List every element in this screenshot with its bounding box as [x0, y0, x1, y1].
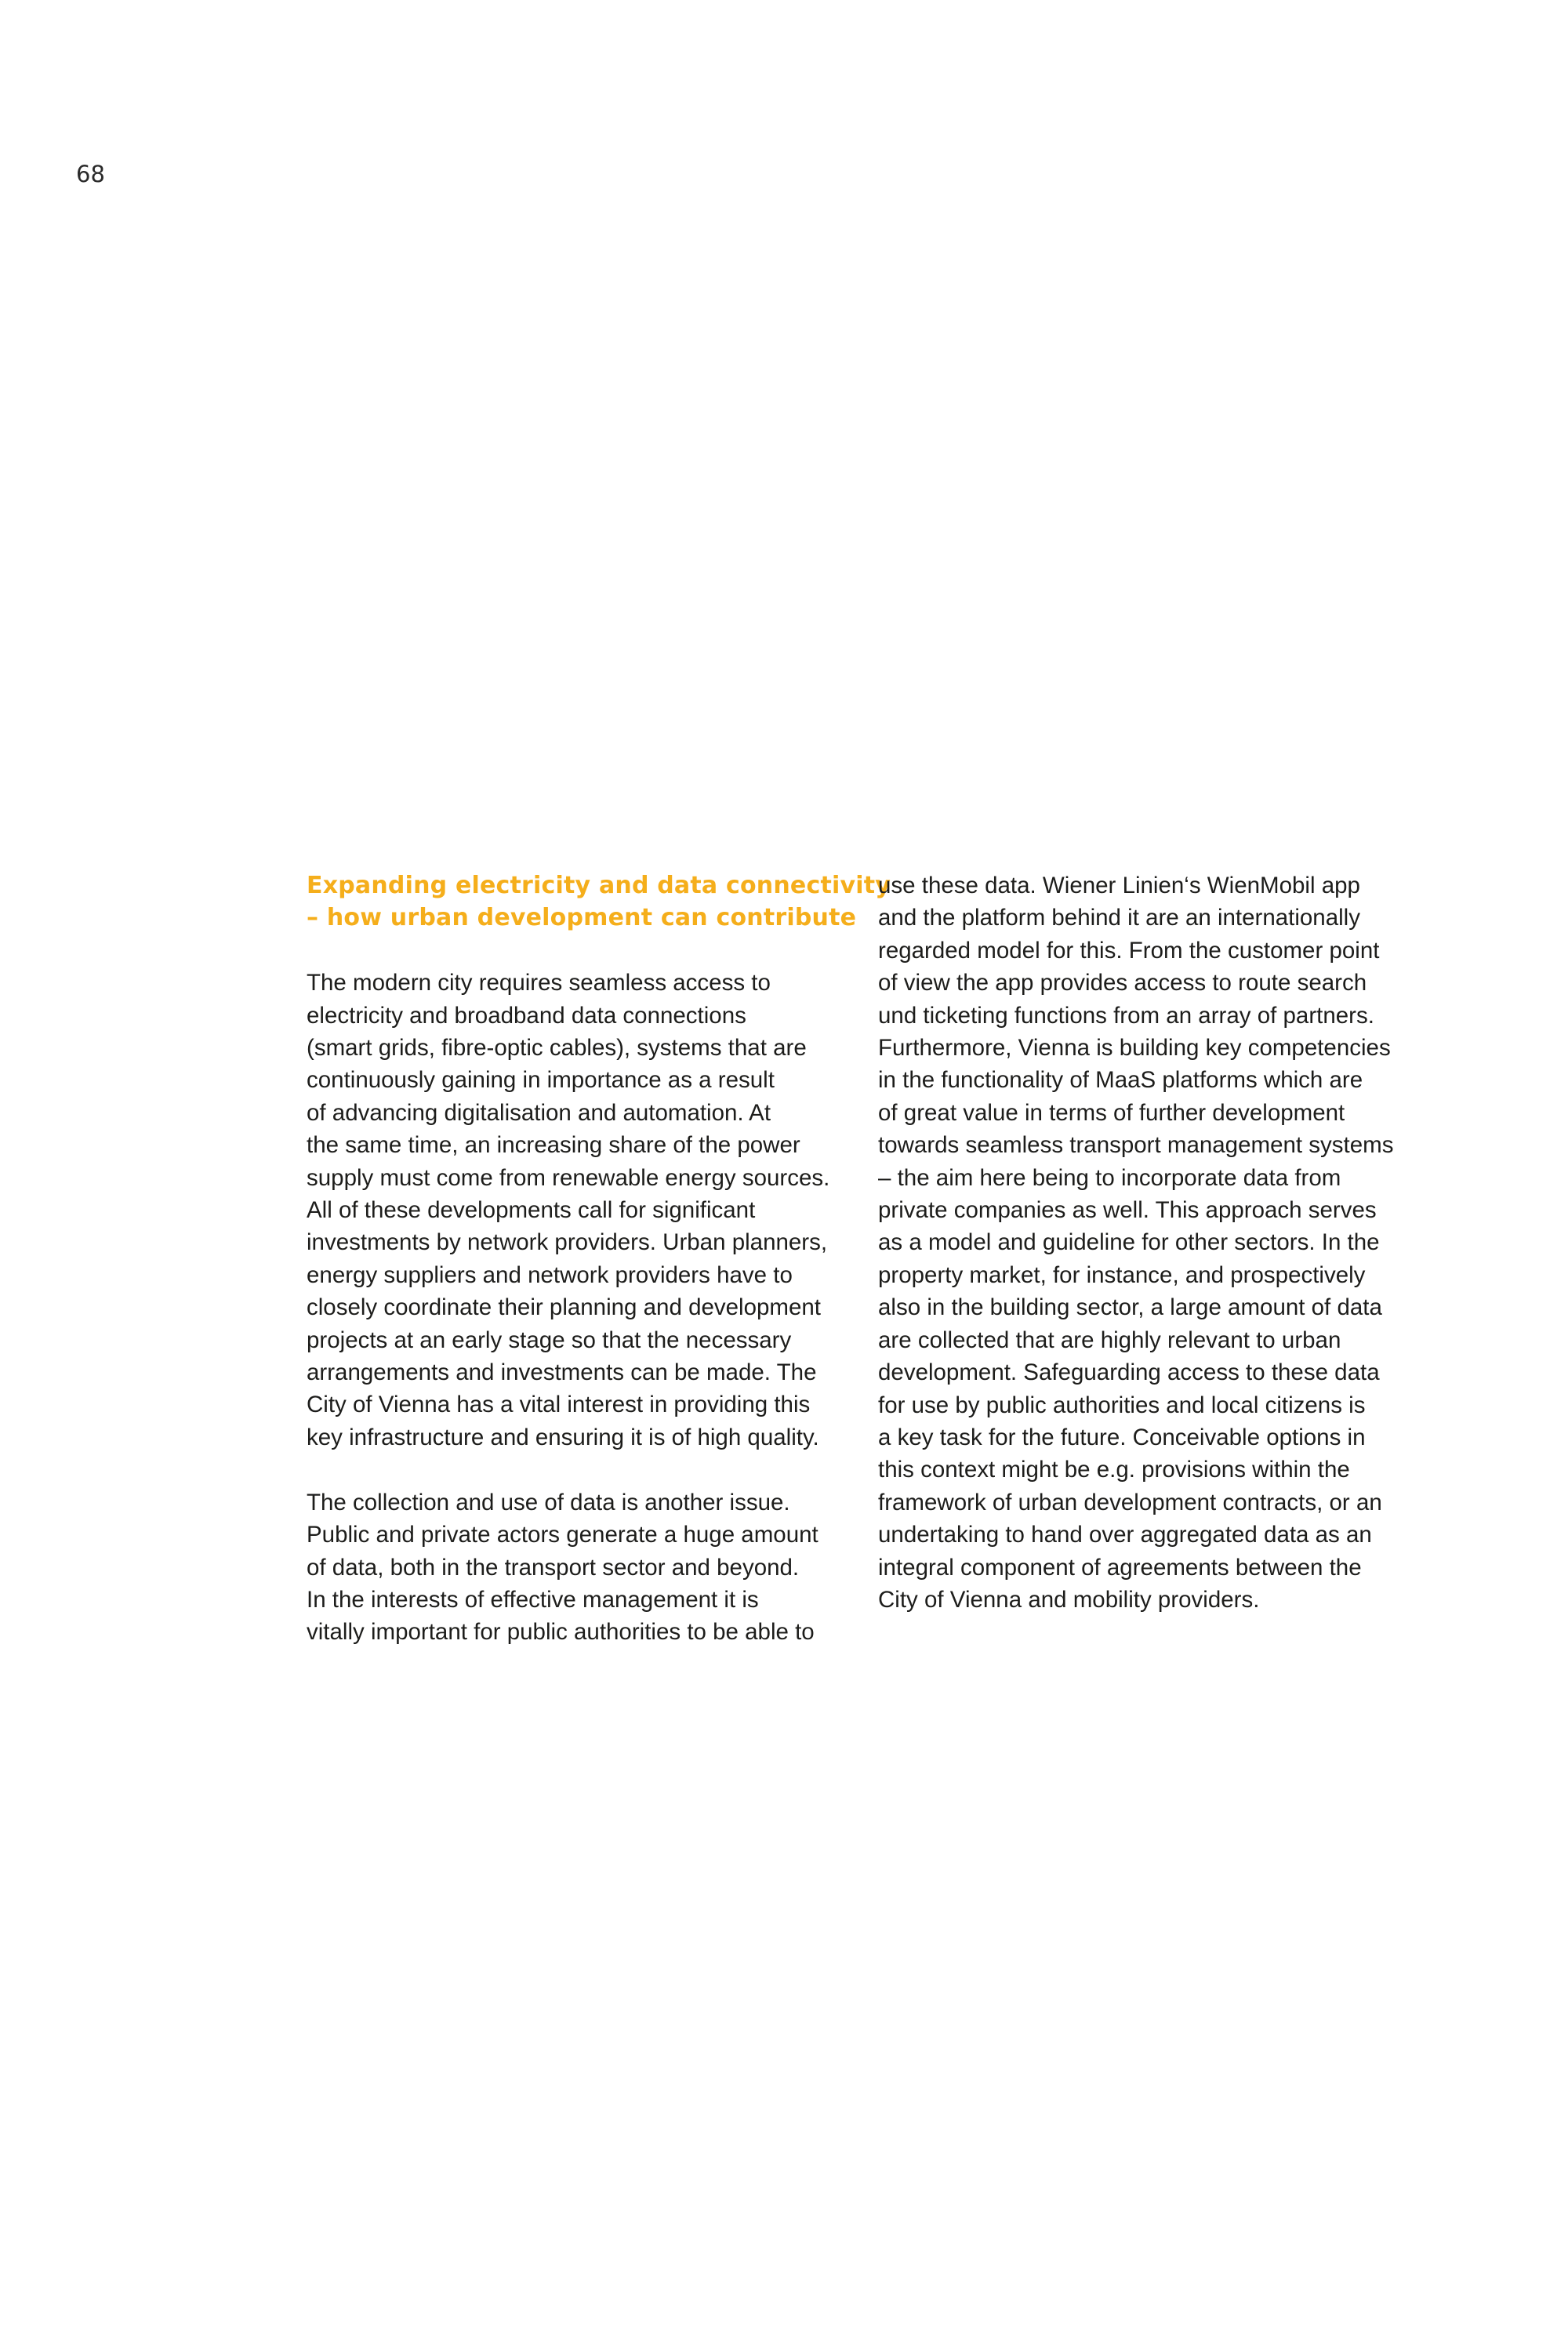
text-line: The modern city requires seamless access to: [307, 970, 771, 996]
paragraph-electricity: [307, 967, 855, 1454]
text-line: In the interests of effective management it is: [307, 1586, 759, 1613]
text-line: projects at an early stage so that the necessary: [307, 1327, 792, 1353]
text-line: for use by public authorities and local citizens is: [878, 1392, 1366, 1418]
text-line: integral component of agreements between the: [878, 1554, 1362, 1581]
text-line: private companies as well. This approach serves: [878, 1197, 1377, 1224]
text-line: continuously gaining in importance as a result: [307, 1067, 775, 1094]
paragraph-data-continued: [878, 869, 1427, 1616]
text-line: of advancing digitalisation and automation. At: [307, 1099, 771, 1126]
text-line: City of Vienna has a vital interest in providing this: [307, 1392, 811, 1418]
left-column: [307, 869, 891, 1649]
text-line: investments by network providers. Urban planners,: [307, 1229, 828, 1256]
text-line: – the aim here being to incorporate data from: [878, 1164, 1341, 1191]
paragraph-spacer: [307, 935, 855, 967]
text-line: property market, for instance, and prospectively: [878, 1261, 1366, 1288]
text-line: as a model and guideline for other sectors. In the: [878, 1229, 1380, 1256]
text-line: All of these developments call for significant: [307, 1197, 756, 1224]
text-line: energy suppliers and network providers have to: [307, 1261, 793, 1288]
text-line: towards seamless transport management systems: [878, 1132, 1394, 1159]
text-line: supply must come from renewable energy sources.: [307, 1164, 830, 1191]
page-number: 68: [76, 161, 105, 187]
text-line: regarded model for this. From the customer point: [878, 937, 1380, 964]
text-line: City of Vienna and mobility providers.: [878, 1586, 1260, 1613]
text-line: also in the building sector, a large amount of data: [878, 1294, 1382, 1321]
text-line: undertaking to hand over aggregated data as an: [878, 1522, 1372, 1548]
text-line: are collected that are highly relevant to urban: [878, 1327, 1341, 1353]
text-line: electricity and broadband data connections: [307, 1002, 746, 1029]
text-line: (smart grids, fibre-optic cables), systems that are: [307, 1035, 807, 1062]
text-line: of data, both in the transport sector and beyond.: [307, 1554, 800, 1581]
text-line: arrangements and investments can be made. The: [307, 1359, 817, 1386]
text-line: of view the app provides access to route search: [878, 970, 1367, 996]
text-line: und ticketing functions from an array of partners.: [878, 1002, 1374, 1029]
text-line: closely coordinate their planning and development: [307, 1294, 821, 1321]
text-line: in the functionality of MaaS platforms which are: [878, 1067, 1363, 1094]
text-line: Furthermore, Vienna is building key competencies: [878, 1035, 1391, 1062]
text-line: a key task for the future. Conceivable options in: [878, 1424, 1366, 1450]
heading-line: – how urban development can contribute: [307, 904, 857, 932]
heading-line: Expanding electricity and data connectivity: [307, 872, 891, 899]
text-line: development. Safeguarding access to these data: [878, 1359, 1380, 1386]
text-line: framework of urban development contracts, or an: [878, 1489, 1382, 1515]
paragraph-data: [307, 1486, 855, 1649]
text-line: and the platform behind it are an internationally: [878, 905, 1360, 931]
text-line: of great value in terms of further development: [878, 1099, 1345, 1126]
text-line: use these data. Wiener Linien‘s WienMobil app: [878, 873, 1360, 898]
text-line: this context might be e.g. provisions within the: [878, 1457, 1350, 1483]
text-line: The collection and use of data is another issue.: [307, 1489, 790, 1515]
section-heading: [307, 869, 891, 935]
paragraph-spacer: [307, 1454, 855, 1486]
text-line: vitally important for public authorities to be able to: [307, 1619, 815, 1646]
text-line: the same time, an increasing share of the power: [307, 1132, 800, 1159]
right-column: [878, 869, 1427, 1616]
text-line: key infrastructure and ensuring it is of high quality.: [307, 1424, 819, 1450]
text-line: Public and private actors generate a huge amount: [307, 1522, 818, 1548]
